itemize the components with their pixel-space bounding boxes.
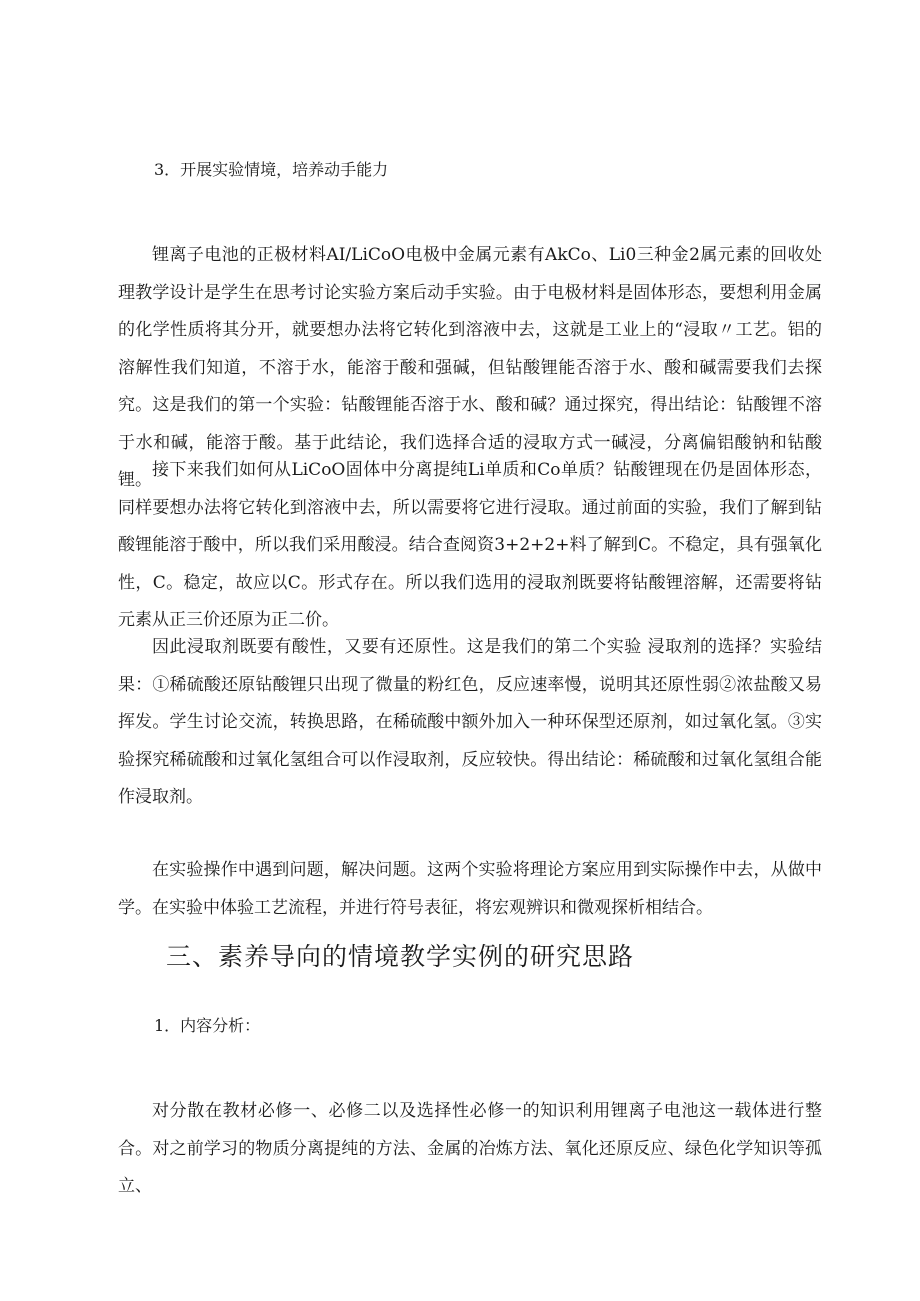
subsection-heading-1: 1．内容分析： bbox=[154, 1016, 261, 1035]
subsection-heading-3: 3．开展实验情境，培养动手能力 bbox=[154, 160, 389, 179]
paragraph-1: 锂离子电池的正极材料AI/LiCoO电极中金属元素有AkCo、Li0三种金2属元素的回收处理教学设计是学生在思考讨论实验方案后动手实验。由于电极材料是固体形态，要想利用金属的化学性质将其分开，就要想办法将它转化到溶液中去，这就是工业上的“浸取〃工艺。铝的溶解性我们知道，不溶于水，能溶于酸和强碱，但钻酸锂能否溶于水、酸和碱需要我们去探究。这是我们的第一个实验：钻酸锂能否溶于水、酸和碱？通过探究，得出结论：钻酸锂不溶于水和碱，能溶于酸。基于此结论，我们选择合适的浸取方式一碱浸，分离偏铝酸钠和钻酸锂。 bbox=[118, 245, 822, 490]
paragraph-3: 因此浸取剂既要有酸性，又要有还原性。这是我们的第二个实验 浸取剂的选择？实验结果：①稀硫酸还原钻酸锂只出现了微量的粉红色，反应速率慢，说明其还原性弱②浓盐酸又易挥发。学生讨论交流，转换思路，在稀硫酸中额外加入一种环保型还原剂，如过氧化氢。③实验探究稀硫酸和过氧化氢组合可以作浸取剂，反应较快。得出结论：稀硫酸和过氧化氢组合能作浸取剂。 bbox=[118, 637, 822, 807]
paragraph-2: 接下来我们如何从LiCoO固体中分离提纯Li单质和Co单质？钻酸锂现在仍是固体形态，同样要想办法将它转化到溶液中去，所以需要将它进行浸取。通过前面的实验，我们了解到钻酸锂能溶于酸中，所以我们采用酸浸。结合查阅资3+2+2+料了解到C。不稳定，具有强氧化性，C。稳定，故应以C。形式存在。所以我们选用的浸取剂既要将钻酸锂溶解，还需要将钻元素从正三价还原为正二价。 bbox=[118, 460, 822, 630]
section-heading: 三、素养导向的情境教学实例的研究思路 bbox=[166, 942, 635, 971]
paragraph-4: 在实验操作中遇到问题，解决问题。这两个实验将理论方案应用到实际操作中去，从做中学。在实验中体验工艺流程，并进行符号表征，将宏观辨识和微观探析相结合。 bbox=[118, 860, 822, 918]
paragraph-5: 对分散在教材必修一、必修二以及选择性必修一的知识利用锂离子电池这一载体进行整合。对之前学习的物质分离提纯的方法、金属的冶炼方法、氧化还原反应、绿色化学知识等孤立、 bbox=[118, 1101, 822, 1196]
